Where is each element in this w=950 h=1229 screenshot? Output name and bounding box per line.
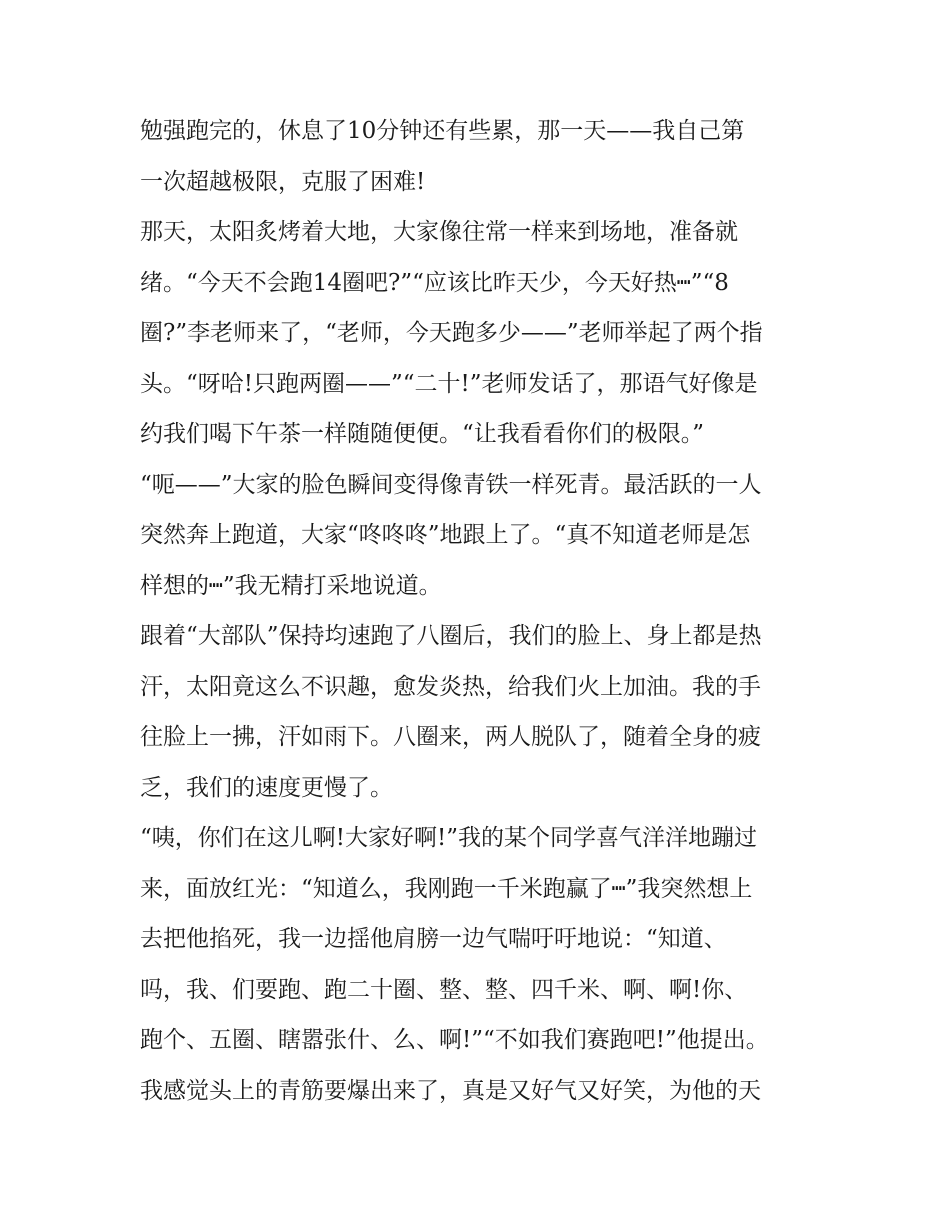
text-line: 那天，太阳炙烤着大地，大家像往常一样来到场地，准备就 xyxy=(140,219,738,245)
text-line: 一次超越极限，克服了困难! xyxy=(140,168,426,195)
text-line: 头。“呀哈!只跑两圈——”“二十!”老师发话了，那语气好像是 xyxy=(140,370,758,397)
essay-text xyxy=(140,106,820,1116)
text-line: 吗，我、们要跑、跑二十圈、整、整、四千米、啊、啊!你、 xyxy=(140,976,748,1003)
text-line: 跟着“大部队”保持均速跑了八圈后，我们的脸上、身上都是热 xyxy=(140,623,762,649)
text-line: 突然奔上跑道，大家“咚咚咚”地跟上了。“真不知道老师是怎 xyxy=(140,522,751,548)
text-line: 往脸上一拂，汗如雨下。八圈来，两人脱队了，随着全身的疲 xyxy=(140,724,761,750)
text-line: “咦，你们在这儿啊!大家好啊!”我的某个同学喜气洋洋地蹦过 xyxy=(140,825,758,851)
text-line: 汗，太阳竟这么不识趣，愈发炎热，给我们火上加油。我的手 xyxy=(140,673,761,700)
text-line: 样想的┉”我无精打采地说道。 xyxy=(140,572,442,599)
text-line: 跑个、五圈、瞎嚣张什、么、啊!”“不如我们赛跑吧!”他提出。 xyxy=(140,1027,769,1053)
text-line: 去把他掐死，我一边揺他肩膀一边气喘吁吁地说：“知道、 xyxy=(140,926,727,952)
text-line: 约我们喝下午茶一样随随便便。“让我看看你们的极限。” xyxy=(140,421,705,447)
text-line: 我感觉头上的青筋要爆出来了，真是又好气又好笑，为他的天 xyxy=(140,1077,761,1104)
text-line: 乏，我们的速度更慢了。 xyxy=(140,774,393,801)
text-line: 勉强跑完的，休息了10分钟还有些累，那一天——我自己第 xyxy=(140,118,745,144)
text-line: 绪。“今天不会跑14圈吧?”“应该比昨天少，今天好热┉”“8 xyxy=(140,269,729,296)
text-line: “呃——”大家的脸色瞬间变得像青铁一样死青。最活跃的一人 xyxy=(140,471,762,498)
text-line: 圈?”李老师来了，“老师，今天跑多少——”老师举起了两个指 xyxy=(140,320,763,346)
text-line: 来，面放红光：“知道么，我刚跑一千米跑赢了┉”我突然想上 xyxy=(140,875,753,902)
